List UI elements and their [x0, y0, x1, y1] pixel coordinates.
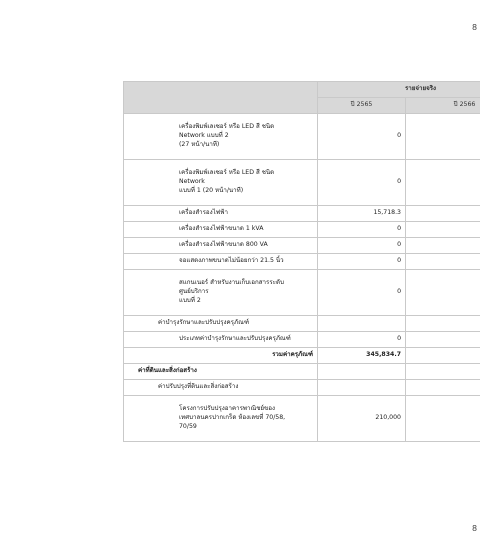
header-year-2566: ปี 2566 [406, 98, 480, 114]
row-label-line: จอแสดงภาพขนาดไม่น้อยกว่า 21.5 นิ้ว [179, 257, 284, 264]
table-row [124, 348, 480, 364]
row-label [124, 270, 318, 316]
row-label [124, 364, 318, 380]
value-2565: 345,834.7 [318, 348, 406, 364]
row-label-line: เครื่องสำรองไฟฟ้าขนาด 1 kVA [179, 225, 264, 232]
page-number-top: 8 [472, 23, 478, 32]
value-2566 [406, 222, 480, 238]
row-label-line: ศูนย์บริการ [179, 288, 209, 295]
value-2565: 0 [318, 222, 406, 238]
table-row [124, 254, 480, 270]
value-2565: 0 [318, 114, 406, 160]
row-label [124, 254, 318, 270]
row-label-line: เครื่องพิมพ์เลเซอร์ หรือ LED สี ชนิด [179, 169, 275, 177]
row-label-line: รวมค่าครุภัณฑ์ [272, 351, 313, 358]
value-2566 [406, 332, 480, 348]
value-2565: 0 [318, 270, 406, 316]
row-label-line: 70/59 [179, 422, 197, 430]
row-label [124, 222, 318, 238]
row-label-line: โครงการปรับปรุงอาคารพาณิชย์ของ [179, 405, 276, 413]
page-number-bottom: 8 [472, 524, 478, 533]
value-2565: 0 [318, 160, 406, 206]
table-row [124, 238, 480, 254]
budget-table [123, 81, 480, 442]
value-2565 [318, 316, 406, 332]
value-2565: 210,000 [318, 396, 406, 442]
row-label [124, 316, 318, 332]
row-label-line: ค่าที่ดินและสิ่งก่อสร้าง [138, 367, 197, 374]
row-label-line: Network [179, 178, 205, 185]
value-2566 [406, 396, 480, 442]
row-label [124, 380, 318, 396]
table-row [124, 270, 480, 316]
value-2565 [318, 364, 406, 380]
value-2566 [406, 270, 480, 316]
value-2566 [406, 206, 480, 222]
value-2566 [406, 380, 480, 396]
table-row [124, 206, 480, 222]
value-2566 [406, 238, 480, 254]
table-row [124, 332, 480, 348]
row-label-line: เครื่องพิมพ์เลเซอร์ หรือ LED สี ชนิด [179, 123, 275, 131]
header-empty-cell [124, 82, 318, 114]
row-label-line: เทศบาลนครปากเกร็ด ห้องเลขที่ 70/58, [179, 414, 286, 421]
table-row [124, 364, 480, 380]
value-2566 [406, 160, 480, 206]
row-label-line: ค่าบำรุงรักษาและปรับปรุงครุภัณฑ์ [158, 319, 249, 326]
row-label [124, 238, 318, 254]
header-year-2565: ปี 2565 [318, 98, 406, 114]
row-label-line: เครื่องสำรองไฟฟ้าขนาด 800 VA [179, 241, 268, 248]
value-2565: 15,718.3 [318, 206, 406, 222]
value-2565: 0 [318, 238, 406, 254]
row-label [124, 332, 318, 348]
value-2565 [318, 380, 406, 396]
row-label-line: ประเภทค่าบำรุงรักษาและปรับปรุงครุภัณฑ์ [179, 335, 291, 342]
value-2565: 0 [318, 254, 406, 270]
table-row [124, 114, 480, 160]
row-label-line: แบบที่ 1 (20 หน้า/นาที) [179, 186, 244, 194]
table-row [124, 396, 480, 442]
value-2566 [406, 316, 480, 332]
header-actual-expenses: รายจ่ายจริง [318, 82, 480, 98]
row-label [124, 348, 318, 364]
header-row-group [124, 82, 480, 98]
table-body [124, 114, 480, 442]
table-row [124, 222, 480, 238]
table-row [124, 316, 480, 332]
row-label [124, 206, 318, 222]
value-2565: 0 [318, 332, 406, 348]
value-2566 [406, 348, 480, 364]
value-2566 [406, 254, 480, 270]
row-label [124, 114, 318, 160]
value-2566 [406, 364, 480, 380]
row-label-line: สแกนเนอร์ สำหรับงานเก็บเอกสารระดับ [179, 279, 284, 287]
row-label [124, 396, 318, 442]
table-row [124, 380, 480, 396]
row-label-line: เครื่องสำรองไฟฟ้า [179, 209, 228, 216]
row-label-line: แบบที่ 2 [179, 296, 201, 304]
table-row [124, 160, 480, 206]
row-label-line: ค่าปรับปรุงที่ดินและสิ่งก่อสร้าง [158, 383, 239, 390]
row-label-line: (27 หน้า/นาที) [179, 140, 220, 148]
value-2566 [406, 114, 480, 160]
row-label-line: Network แบบที่ 2 [179, 132, 229, 139]
row-label [124, 160, 318, 206]
